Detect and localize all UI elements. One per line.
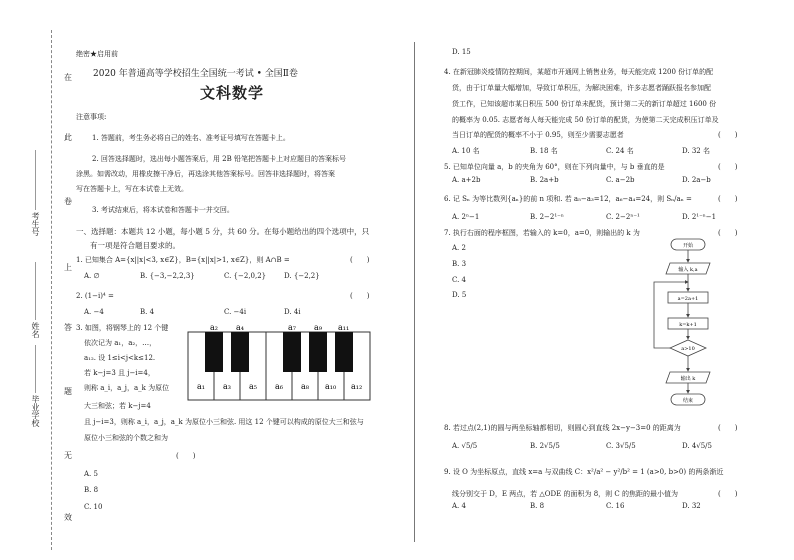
q7-stem: 7. 执行右面的程序框图，若输入的 k=0，a=0，则输出的 k 为 [444, 229, 640, 237]
flow-start-label: 开始 [682, 243, 694, 249]
q3-blank: ( ) [176, 452, 196, 460]
q9-stem-cont: 线分别交于 D，E 两点，若 △ODE 的面积为 8，则 C 的焦距的最小值为 [452, 490, 678, 498]
piano-bottom-label: a₈ [301, 382, 309, 391]
piano-bottom-label: a₁₀ [325, 382, 337, 391]
q5-option-c: C. a−2b [606, 176, 635, 184]
q4-option-d: D. 32 名 [682, 147, 710, 155]
piano-black-key [231, 332, 249, 372]
q1-option-a: A. ∅ [84, 272, 100, 280]
seal-char: 题 [64, 387, 72, 396]
q4-line: 货工作，已知该超市某日积压 500 份订单未配货，预计第二天的新订单超过 1600 份 [452, 100, 717, 108]
q7-option-d: D. 5 [452, 291, 467, 299]
q4-option-b: B. 18 名 [530, 147, 558, 155]
q4-line: 当日订单的配货的概率不小于 0.95，则至少需要志愿者 [452, 131, 624, 139]
q4-line: 4. 在新冠肺炎疫情防控期间，某超市开通网上销售业务，每天能完成 1200 份订单的配 [444, 68, 714, 76]
q6-option-d: D. 2¹⁻ⁿ−1 [682, 213, 717, 221]
flow-process-a-label: a=2a+1 [677, 296, 699, 302]
q3-option-b: B. 8 [84, 486, 99, 494]
q1-stem: 1. 已知集合 A={x||x|<3, x∈Z}，B={x||x|>1, x∈Z}，则 A∩B = [76, 256, 290, 264]
q9-option-c: C. 16 [606, 502, 625, 510]
note-line: 1. 答题前，考生务必将自己的姓名、准考证号填写在答题卡上。 [92, 134, 290, 142]
candidate-number-line [35, 150, 36, 210]
section-heading-cont: 有一项是符合题目要求的。 [90, 241, 180, 250]
piano-figure [186, 320, 376, 402]
q4-line: 的概率为 0.05. 志愿者每人每天能完成 50 份订单的配货，为使第二天完成积压订单及 [452, 116, 719, 124]
q2-option-a: A. −4 [84, 308, 104, 316]
school-line [35, 345, 36, 393]
q3-line: 若 k−j=3 且 j−i=4， [84, 369, 155, 377]
q3-line: 则称 a_i，a_j，a_k 为原位 [84, 384, 170, 392]
q3-line: 原位小三和弦的个数之和为 [84, 434, 168, 442]
q8-option-a: A. √5/5 [452, 442, 478, 450]
seal-char: 效 [64, 513, 72, 522]
flow-output-label: 输出 k [680, 376, 696, 382]
q6-option-c: C. 2−2ⁿ⁻¹ [606, 213, 640, 221]
q7-option-a: A. 2 [452, 244, 466, 252]
piano-top-label: a₄ [236, 323, 244, 332]
q4-blank: ( ) [718, 131, 738, 139]
q5-option-b: B. 2a+b [530, 176, 559, 184]
q8-stem: 8. 若过点(2,1)的圆与两坐标轴都相切，则圆心到直线 2x−y−3=0 的距离为 [444, 424, 681, 432]
q9-stem: 9. 设 O 为坐标原点，直线 x=a 与双曲线 C：x²/a² − y²/b² = 1 (a>0, b>0) 的两条渐近 [444, 468, 724, 476]
q9-blank: ( ) [718, 490, 738, 498]
q7-option-c: C. 4 [452, 276, 467, 284]
school-label: 毕业学校 [31, 395, 40, 427]
piano-black-key [283, 332, 301, 372]
q3-line: 大三和弦；若 k−j=4 [84, 402, 151, 410]
q5-option-d: D. 2a−b [682, 176, 711, 184]
q5-blank: ( ) [718, 163, 738, 171]
flow-input-label: 输入 k,a [678, 267, 698, 273]
flow-process-k-label: k=k+1 [679, 322, 697, 328]
q7-option-b: B. 3 [452, 260, 467, 268]
flow-decision-label: a>10 [681, 346, 695, 352]
section-heading: 一、选择题：本题共 12 小题，每小题 5 分，共 60 分。在每小题给出的四个选项中，只 [76, 227, 370, 236]
q5-stem: 5. 已知单位向量 a，b 的夹角为 60°，则在下列向量中，与 b 垂直的是 [444, 163, 665, 171]
piano-black-key [309, 332, 327, 372]
note-line: 写在答题卡上，写在本试卷上无效。 [76, 185, 188, 193]
seal-char: 答 [64, 323, 72, 332]
flowchart [640, 236, 740, 408]
q6-blank: ( ) [718, 195, 738, 203]
q2-option-b: B. 4 [140, 308, 155, 316]
candidate-number-label: 考生号 [31, 212, 40, 236]
name-line [35, 262, 36, 320]
q8-option-b: B. 2√5/5 [530, 442, 560, 450]
q1-option-c: C. {−2,0,2} [224, 272, 267, 280]
q3-line: a₁₂. 设 1≤i<j<k≤12. [84, 354, 156, 362]
q8-blank: ( ) [718, 424, 738, 432]
q9-option-d: D. 32 [682, 502, 701, 510]
seal-line [51, 30, 52, 550]
subject-title: 文科数学 [200, 84, 265, 102]
q4-option-a: A. 10 名 [452, 147, 480, 155]
piano-top-label: a₂ [210, 323, 218, 332]
seal-char: 在 [64, 73, 72, 82]
q7-blank: ( ) [718, 229, 738, 237]
q9-option-a: A. 4 [452, 502, 466, 510]
q1-option-d: D. {−2,2} [284, 272, 320, 280]
q6-option-b: B. 2−2¹⁻ⁿ [530, 213, 564, 221]
q1-option-b: B. {−3,−2,2,3} [140, 272, 195, 280]
q3-option-a: A. 5 [84, 470, 98, 478]
q2-stem: 2. (1−i)⁴ = [76, 292, 114, 300]
seal-char: 上 [64, 263, 72, 272]
piano-black-key [205, 332, 223, 372]
q9-option-b: B. 8 [530, 502, 545, 510]
exam-title: 2020 年普通高等学校招生全国统一考试 • 全国Ⅱ卷 [93, 69, 298, 79]
piano-bottom-label: a₁₂ [351, 382, 363, 391]
q8-option-c: C. 3√5/5 [606, 442, 636, 450]
secret-label: 绝密★启用前 [76, 50, 118, 58]
note-line: 2. 回答选择题时，选出每小题答案后，用 2B 铅笔把答题卡上对应题目的答案标号 [92, 155, 346, 163]
piano-top-label: a₁₁ [338, 323, 350, 332]
piano-bottom-label: a₁ [197, 382, 205, 391]
seal-char: 此 [64, 133, 72, 142]
q4-line: 货，由于订单量大幅增加，导致订单积压，为解决困难，许多志愿者踊跃报名参加配 [452, 84, 711, 92]
note-line: 涂黑。如需改动，用橡皮擦干净后，再选涂其他答案标号。回答非选择题时，将答案 [76, 170, 335, 178]
piano-top-label: a₉ [314, 323, 322, 332]
q3-option-c: C. 10 [84, 503, 103, 511]
q3-line: 依次记为 a₁，a₂，…， [84, 339, 157, 347]
q2-option-d: D. 4i [284, 308, 301, 316]
q6-option-a: A. 2ⁿ−1 [452, 213, 480, 221]
note-line: 3. 考试结束后，将本试卷和答题卡一并交回。 [92, 206, 234, 214]
piano-bottom-label: a₅ [249, 382, 257, 391]
name-label: 姓名 [31, 322, 40, 338]
q2-option-c: C. −4i [224, 308, 247, 316]
q3-line: 3. 如图，将钢琴上的 12 个键 [76, 324, 169, 332]
q8-option-d: D. 4√5/5 [682, 442, 712, 450]
piano-black-key [335, 332, 353, 372]
q1-blank: ( ) [350, 256, 370, 264]
piano-top-label: a₇ [288, 323, 296, 332]
piano-bottom-label: a₃ [223, 382, 231, 391]
q2-blank: ( ) [350, 292, 370, 300]
seal-char: 无 [64, 451, 72, 460]
q3-option-d: D. 15 [452, 48, 471, 56]
q5-option-a: A. a+2b [452, 176, 481, 184]
q6-stem: 6. 记 Sₙ 为等比数列{aₙ}的前 n 项和. 若 a₅−a₃=12，a₆−a₄=24，则 Sₙ/aₙ = [444, 195, 692, 203]
piano-bottom-label: a₆ [275, 382, 283, 391]
q4-option-c: C. 24 名 [606, 147, 634, 155]
notes-heading: 注意事项: [76, 113, 107, 121]
column-divider [414, 42, 415, 542]
q3-line: 且 j−i=3，则称 a_i，a_j，a_k 为原位小三和弦. 用这 12 个键可以构成的原位大三和弦与 [84, 418, 364, 426]
flow-end-label: 结束 [682, 398, 694, 404]
seal-char: 卷 [64, 197, 72, 206]
